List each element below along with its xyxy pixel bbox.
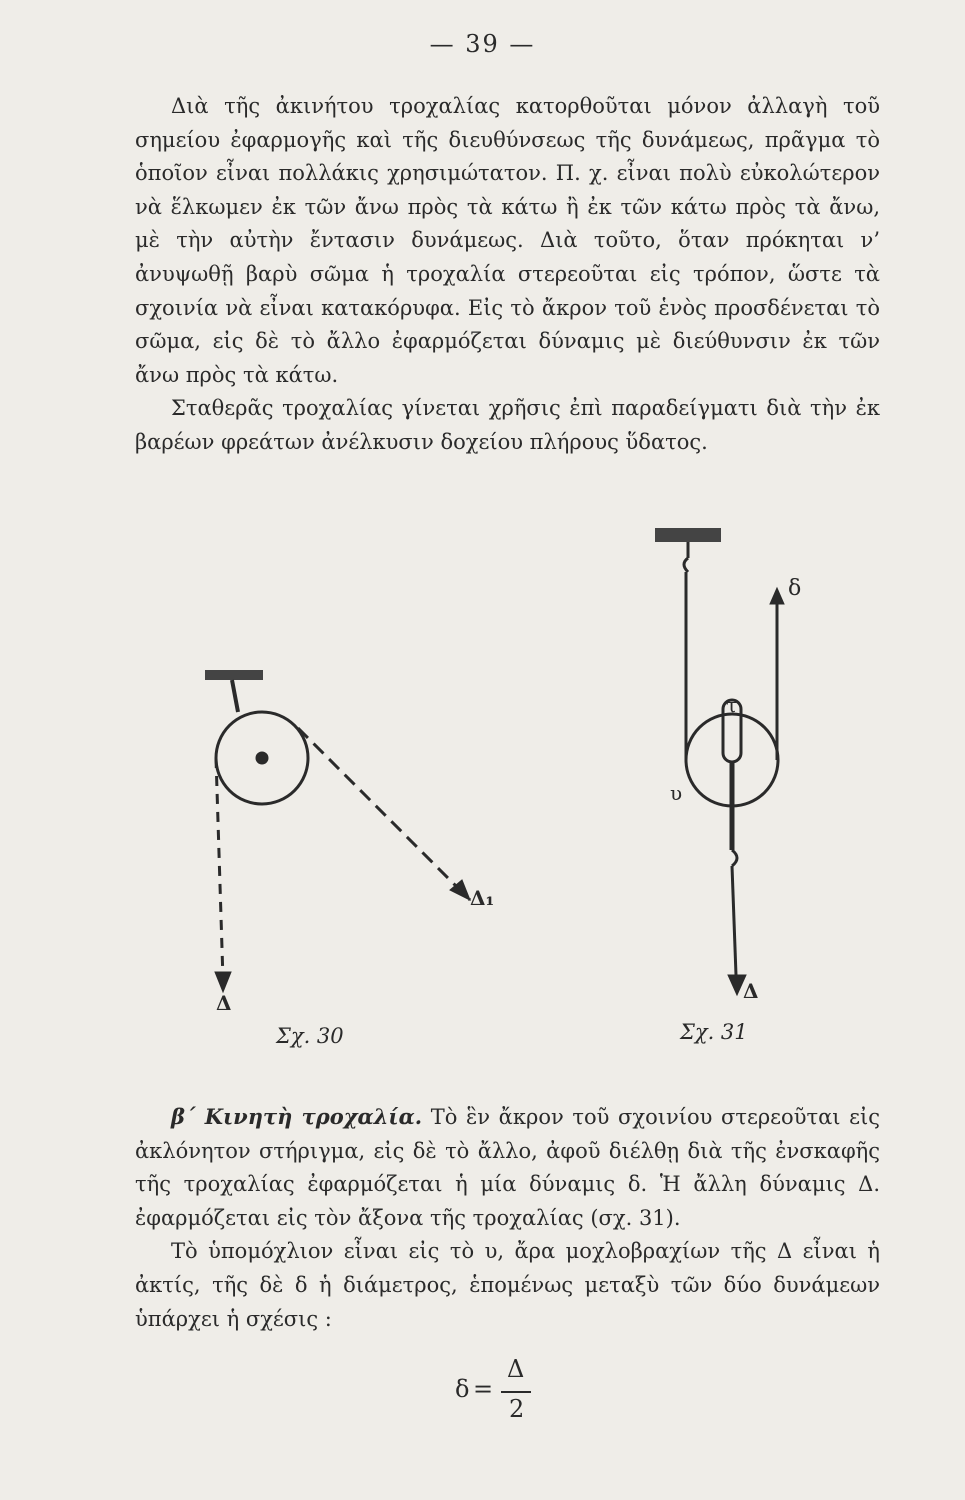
- paragraph-text: Τὸ ἓν ἄκρον τοῦ σχοινίου στερεοῦται εἰς ἀκλόνητον στήριγμα, εἰς δὲ τὸ ἄλλο, ἀφοῦ διέλθῃ διὰ τῆς ἐνσκαφῆς τῆς τροχαλίας ἐφαρμόζεται ἡ μία δύναμις δ. Ἡ ἄλλη δύναμις Δ. ἐφαρμόζεται εἰς τὸν ἄξονα τῆς τροχαλίας (σχ. 31).: [135, 1105, 881, 1230]
- ceiling-support: [205, 670, 263, 680]
- label-delta-big: Δ: [743, 979, 759, 1003]
- arrow-oblique: [450, 880, 470, 900]
- label-force-b: Δ₁: [470, 886, 495, 910]
- paragraph: Σταθερᾶς τροχαλίας γίνεται χρῆσις ἐπὶ παραδείγματι διὰ τὴν ἐκ βαρέων φρεάτων ἀνέλκυσιν δοχείου πλήρους ὕδατος.: [135, 396, 880, 454]
- label-force-a: Δ: [216, 991, 232, 1015]
- load-rope: [732, 866, 736, 975]
- figure-30: [205, 670, 470, 992]
- pulley-hanger: [232, 680, 238, 712]
- fraction-bar: [501, 1391, 531, 1393]
- formula-lhs: δ: [455, 1375, 470, 1403]
- section-heading: β΄ Κινητὴ τροχαλία.: [171, 1104, 423, 1129]
- formula-equals: =: [473, 1375, 494, 1403]
- rope-vertical: [216, 758, 223, 980]
- arrow-vertical: [215, 972, 231, 992]
- figure-31: [655, 528, 784, 995]
- label-delta-small: δ: [788, 576, 802, 601]
- formula: [455, 1355, 565, 1425]
- arrow-up: [770, 588, 784, 604]
- paragraph: Διὰ τῆς ἀκινήτου τροχαλίας κατορθοῦται μόνον ἀλλαγὴ τοῦ σημείου ἐφαρμογῆς καὶ τῆς διευθύνσεως τῆς δυνάμεως, πρᾶγμα τὸ ὁποῖον εἶναι πολλάκις χρησιμώτατον. Π. χ. εἶναι πολὺ εὐκολώτερον νὰ ἕλκωμεν ἐκ τῶν ἄνω πρὸς τὰ κάτω ἢ ἐκ τῶν κάτω πρὸς τὰ ἄνω, μὲ τὴν αὐτὴν ἔντασιν δυνάμεως. Διὰ τοῦτο, ὅταν πρόκηται ν’ ἀνυψωθῇ βαρὺ σῶμα ἡ τροχαλία στερεοῦται εἰς τρόπον, ὥστε τὰ σχοινία νὰ εἶναι κατακόρυφα. Εἰς τὸ ἄκρον τοῦ ἑνὸς προσδένεται τὸ σῶμα, εἰς δὲ τὸ ἄλλο ἐφαρμόζεται δύναμις μὲ διεύθυνσιν ἐκ τῶν ἄνω πρὸς τὰ κάτω.: [135, 94, 880, 387]
- caption-fig-31: Σχ. 31: [680, 1020, 748, 1044]
- lower-hook: [732, 850, 737, 866]
- pulley-axle: [256, 752, 268, 764]
- hook: [684, 558, 688, 572]
- section-movable-pulley: [135, 1100, 880, 1336]
- formula-denominator: 2: [509, 1395, 525, 1423]
- caption-fig-30: Σχ. 30: [276, 1024, 344, 1048]
- fixed-support: [655, 528, 721, 542]
- formula-numerator: Δ: [507, 1355, 525, 1383]
- paragraph: [135, 1100, 880, 1235]
- page-number: — 39 —: [429, 30, 536, 58]
- label-upsilon: υ: [670, 781, 683, 805]
- paragraph: Τὸ ὑπομόχλιον εἶναι εἰς τὸ υ, ἄρα μοχλοβραχίων τῆς Δ εἶναι ἡ ἀκτίς, τῆς δὲ δ ἡ διάμετρος, ἑπομένως μεταξὺ τῶν δύο δυνάμεων ὑπάρχει ἡ σχέσις :: [135, 1239, 880, 1331]
- label-tau: τ: [726, 693, 738, 717]
- rope-oblique: [298, 728, 470, 900]
